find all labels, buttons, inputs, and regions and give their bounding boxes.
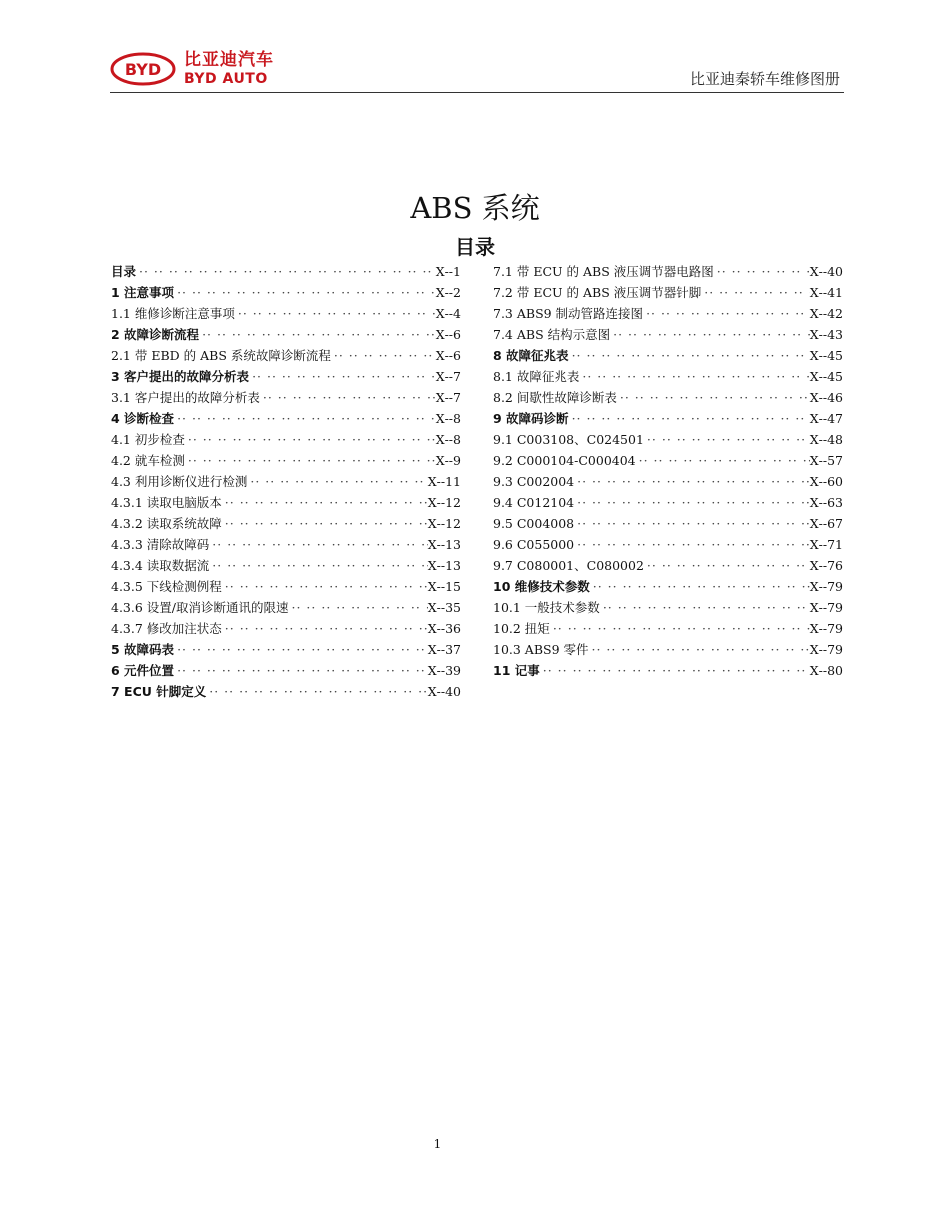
- toc-entry-label: 9 故障码诊断: [493, 411, 569, 426]
- toc-entry[interactable]: [493, 492, 843, 513]
- toc-entry-label: 9.5 C004008: [493, 516, 575, 531]
- toc-leader-dots: [617, 387, 810, 408]
- toc-entry-page: Ⅹ--39: [427, 663, 461, 678]
- toc-entry-page: Ⅹ--71: [809, 537, 843, 552]
- toc-leader-dots: [540, 660, 810, 681]
- toc-entry-page: Ⅹ--9: [435, 453, 461, 468]
- toc-leader-dots: [209, 555, 427, 576]
- toc-entry-page: Ⅹ--13: [427, 537, 461, 552]
- toc-leader-dots: [136, 261, 436, 282]
- toc-entry[interactable]: [111, 513, 461, 534]
- toc-entry-label: 8.2 间歇性故障诊断表: [493, 390, 617, 405]
- toc-leader-dots: [206, 681, 427, 702]
- toc-leader-dots: [636, 450, 810, 471]
- toc-entry-label: 9.6 C055000: [493, 537, 575, 552]
- toc-entry-label: 9.7 C080001、C080002: [493, 558, 644, 573]
- toc-entry[interactable]: [111, 345, 461, 366]
- toc-entry[interactable]: [493, 555, 843, 576]
- toc-entry-label: 4.3.1 读取电脑版本: [111, 495, 222, 510]
- toc-entry-page: Ⅹ--6: [435, 348, 461, 363]
- toc-entry[interactable]: [111, 282, 461, 303]
- toc-entry[interactable]: [493, 450, 843, 471]
- toc-leader-dots: [550, 618, 810, 639]
- toc-entry[interactable]: [111, 534, 461, 555]
- toc-entry-label: 2.1 带 EBD 的 ABS 系统故障诊断流程: [111, 348, 331, 363]
- toc-leader-dots: [643, 303, 810, 324]
- toc-entry[interactable]: [493, 387, 843, 408]
- toc-entry-page: Ⅹ--67: [809, 516, 843, 531]
- toc-leader-dots: [574, 534, 810, 555]
- byd-oval-logo-icon: [110, 52, 176, 86]
- toc-leader-dots: [199, 324, 436, 345]
- toc-entry[interactable]: [493, 597, 843, 618]
- toc-entry-page: Ⅹ--47: [809, 411, 843, 426]
- toc-entry[interactable]: [493, 303, 843, 324]
- toc-leader-dots: [569, 345, 810, 366]
- toc-entry[interactable]: [493, 408, 843, 429]
- document-title: ABS 系统: [410, 191, 540, 225]
- logo-cn-text: 比亚迪汽车: [184, 50, 274, 70]
- toc-entry-page: Ⅹ--79: [809, 621, 843, 636]
- toc-heading: 目录: [455, 235, 495, 259]
- toc-entry-label: 目录: [111, 264, 137, 279]
- toc-entry-label: 7 ECU 针脚定义: [111, 684, 207, 699]
- toc-leader-dots: [574, 513, 810, 534]
- logo-en-text: BYD AUTO: [184, 71, 268, 87]
- toc-entry-page: Ⅹ--43: [809, 327, 843, 342]
- toc-entry-label: 4.3.2 读取系统故障: [111, 516, 222, 531]
- toc-leader-dots: [644, 555, 810, 576]
- toc-entry[interactable]: [111, 618, 461, 639]
- toc-entry-label: 10.1 一般技术参数: [493, 600, 600, 615]
- logo-wordmark: [184, 52, 274, 86]
- toc-entry-page: Ⅹ--8: [435, 432, 461, 447]
- toc-entry-page: Ⅹ--40: [809, 264, 843, 279]
- svg-text:BYD: BYD: [124, 60, 162, 79]
- toc-leader-dots: [574, 471, 810, 492]
- toc-entry[interactable]: [493, 282, 843, 303]
- toc-entry-page: Ⅹ--79: [809, 642, 843, 657]
- toc-entry-page: Ⅹ--37: [427, 642, 461, 657]
- toc-leader-dots: [247, 471, 427, 492]
- toc-leader-dots: [174, 660, 428, 681]
- toc-entry-page: Ⅹ--6: [435, 327, 461, 342]
- toc-entry[interactable]: [111, 660, 461, 681]
- toc-entry-page: Ⅹ--45: [809, 348, 843, 363]
- toc-entry[interactable]: [111, 387, 461, 408]
- toc-entry-label: 9.3 C002004: [493, 474, 575, 489]
- toc-entry-label: 4.3.6 设置/取消诊断通讯的限速: [111, 600, 289, 615]
- toc-entry[interactable]: [111, 324, 461, 345]
- toc-entry[interactable]: [493, 261, 843, 282]
- toc-entry-label: 5 故障码表: [111, 642, 175, 657]
- toc-entry[interactable]: [493, 534, 843, 555]
- toc-entry-label: 7.2 带 ECU 的 ABS 液压调节器针脚: [493, 285, 702, 300]
- toc-entry-label: 4.2 就车检测: [111, 453, 185, 468]
- toc-entry-label: 4 诊断检查: [111, 411, 175, 426]
- toc-entry-label: 1 注意事项: [111, 285, 175, 300]
- toc-entry-page: Ⅹ--79: [809, 600, 843, 615]
- toc-entry[interactable]: [493, 366, 843, 387]
- toc-entry-page: Ⅹ--57: [809, 453, 843, 468]
- toc-entry-label: 7.3 ABS9 制动管路连接图: [493, 306, 644, 321]
- toc-leader-dots: [222, 513, 428, 534]
- toc-leader-dots: [701, 282, 809, 303]
- toc-entry[interactable]: [493, 618, 843, 639]
- toc-entry-label: 4.3.5 下线检测例程: [111, 579, 222, 594]
- toc-entry[interactable]: [111, 303, 461, 324]
- toc-leader-dots: [174, 408, 436, 429]
- toc-entry-label: 4.3.7 修改加注状态: [111, 621, 222, 636]
- toc-entry-label: 9.4 C012104: [493, 495, 575, 510]
- toc-right-column: [493, 261, 843, 681]
- toc-entry-page: Ⅹ--15: [427, 579, 461, 594]
- toc-entry[interactable]: [493, 324, 843, 345]
- toc-entry-label: 9.1 C003108、C024501: [493, 432, 644, 447]
- toc-leader-dots: [714, 261, 810, 282]
- toc-entry-label: 4.3.3 清除故障码: [111, 537, 210, 552]
- toc-entry[interactable]: [493, 639, 843, 660]
- toc-entry[interactable]: [493, 513, 843, 534]
- toc-leader-dots: [222, 576, 428, 597]
- toc-entry-page: Ⅹ--7: [435, 390, 461, 405]
- toc-leader-dots: [222, 618, 428, 639]
- toc-leader-dots: [579, 366, 809, 387]
- toc-entry-page: Ⅹ--12: [427, 495, 461, 510]
- toc-entry[interactable]: [111, 408, 461, 429]
- toc-entry[interactable]: [111, 261, 461, 282]
- toc-leader-dots: [185, 429, 436, 450]
- toc-entry-page: Ⅹ--41: [809, 285, 843, 300]
- toc-entry-page: Ⅹ--2: [435, 285, 461, 300]
- toc-leader-dots: [235, 303, 436, 324]
- toc-entry-page: Ⅹ--79: [809, 579, 843, 594]
- toc-leader-dots: [590, 576, 810, 597]
- toc-entry-label: 8.1 故障征兆表: [493, 369, 580, 384]
- toc-entry-page: Ⅹ--1: [435, 264, 461, 279]
- toc-entry-label: 4.3.4 读取数据流: [111, 558, 210, 573]
- toc-entry-page: Ⅹ--36: [427, 621, 461, 636]
- toc-entry[interactable]: [493, 576, 843, 597]
- page-number: 1: [433, 1137, 442, 1151]
- toc-entry-page: Ⅹ--46: [809, 390, 843, 405]
- toc-entry[interactable]: [111, 576, 461, 597]
- toc-leader-dots: [249, 366, 436, 387]
- toc-entry[interactable]: [493, 471, 843, 492]
- toc-entry-label: 9.2 C000104-C000404: [493, 453, 636, 468]
- toc-entry-page: Ⅹ--60: [809, 474, 843, 489]
- toc-entry[interactable]: [111, 366, 461, 387]
- byd-logo: [110, 52, 274, 86]
- toc-entry[interactable]: [111, 492, 461, 513]
- toc-entry-label: 3.1 客户提出的故障分析表: [111, 390, 260, 405]
- toc-entry-label: 3 客户提出的故障分析表: [111, 369, 250, 384]
- toc-entry[interactable]: [111, 681, 461, 702]
- toc-leader-dots: [185, 450, 436, 471]
- toc-entry-page: Ⅹ--48: [809, 432, 843, 447]
- toc-leader-dots: [289, 597, 428, 618]
- toc-entry[interactable]: [111, 471, 461, 492]
- toc-entry-page: Ⅹ--35: [427, 600, 461, 615]
- toc-entry[interactable]: [111, 639, 461, 660]
- toc-entry[interactable]: [111, 429, 461, 450]
- toc-leader-dots: [610, 324, 810, 345]
- toc-entry[interactable]: [111, 450, 461, 471]
- toc-entry-page: Ⅹ--12: [427, 516, 461, 531]
- toc-entry-label: 2 故障诊断流程: [111, 327, 200, 342]
- toc-entry-label: 7.1 带 ECU 的 ABS 液压调节器电路图: [493, 264, 714, 279]
- toc-entry-label: 11 记事: [493, 663, 540, 678]
- manual-title: 比亚迪秦轿车维修图册: [689, 70, 840, 88]
- toc-leader-dots: [574, 492, 810, 513]
- toc-entry[interactable]: [111, 597, 461, 618]
- toc-entry-label: 10 维修技术参数: [493, 579, 590, 594]
- toc-entry-page: Ⅹ--7: [435, 369, 461, 384]
- toc-entry-page: Ⅹ--80: [809, 663, 843, 678]
- toc-entry[interactable]: [493, 345, 843, 366]
- toc-entry[interactable]: [493, 429, 843, 450]
- toc-entry-label: 4.3 利用诊断仪进行检测: [111, 474, 248, 489]
- toc-leader-dots: [589, 639, 810, 660]
- toc-entry-label: 8 故障征兆表: [493, 348, 569, 363]
- toc-leader-dots: [260, 387, 436, 408]
- toc-leader-dots: [569, 408, 810, 429]
- toc-leader-dots: [644, 429, 810, 450]
- toc-entry-label: 7.4 ABS 结构示意图: [493, 327, 611, 342]
- toc-entry-label: 6 元件位置: [111, 663, 175, 678]
- toc-entry-page: Ⅹ--40: [427, 684, 461, 699]
- toc-entry-label: 10.3 ABS9 零件: [493, 642, 589, 657]
- toc-leader-dots: [600, 597, 810, 618]
- toc-entry-page: Ⅹ--11: [427, 474, 461, 489]
- toc-leader-dots: [331, 345, 436, 366]
- page-header: [110, 46, 844, 93]
- toc-entry-page: Ⅹ--42: [809, 306, 843, 321]
- toc-entry-page: Ⅹ--13: [427, 558, 461, 573]
- toc-entry-page: Ⅹ--45: [809, 369, 843, 384]
- toc-entry-page: Ⅹ--63: [809, 495, 843, 510]
- toc-entry[interactable]: [493, 660, 843, 681]
- toc-left-column: [111, 261, 461, 702]
- toc-leader-dots: [174, 282, 436, 303]
- toc-entry-label: 10.2 扭矩: [493, 621, 550, 636]
- toc-entry[interactable]: [111, 555, 461, 576]
- toc-entry-label: 1.1 维修诊断注意事项: [111, 306, 235, 321]
- toc-entry-label: 4.1 初步检查: [111, 432, 185, 447]
- toc-entry-page: Ⅹ--4: [435, 306, 461, 321]
- toc-leader-dots: [222, 492, 428, 513]
- toc-leader-dots: [174, 639, 428, 660]
- toc-entry-page: Ⅹ--8: [435, 411, 461, 426]
- toc-leader-dots: [209, 534, 427, 555]
- toc-entry-page: Ⅹ--76: [809, 558, 843, 573]
